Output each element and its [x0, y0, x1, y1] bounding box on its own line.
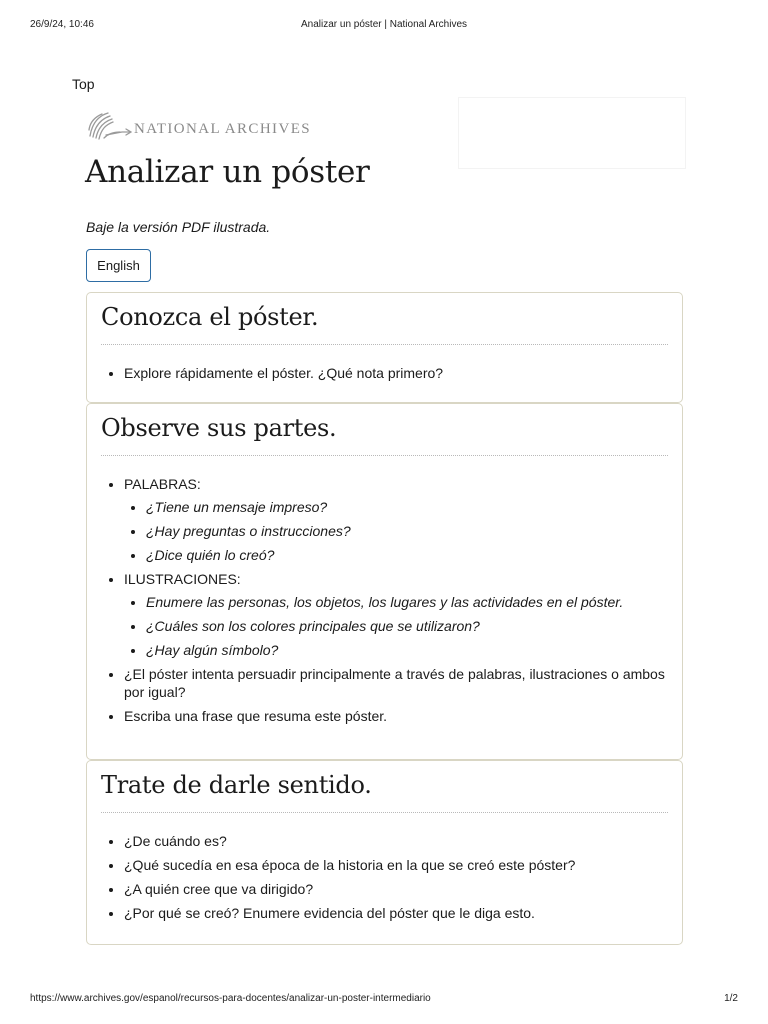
print-page-number: 1/2 — [724, 993, 738, 1004]
section-divider — [101, 344, 668, 345]
list-item — [124, 475, 668, 564]
print-header — [0, 19, 768, 33]
section-heading: Observe sus partes. — [101, 414, 337, 442]
list-item: • ¿El póster intenta persuadir principalmente a través de palabras, ilustraciones o ambos por igual? — [124, 665, 668, 701]
list-item: • Explore rápidamente el póster. ¿Qué nota primero? — [124, 364, 668, 382]
section-list — [101, 364, 668, 382]
list-item-label: ILUSTRACIONES: — [124, 571, 241, 587]
sub-list — [124, 593, 668, 659]
section-divider — [101, 812, 668, 813]
page-title: Analizar un póster — [85, 154, 370, 190]
sub-list-item: • ¿Dice quién lo creó? — [146, 546, 668, 564]
section-list — [101, 832, 668, 922]
section-heading: Conozca el póster. — [101, 303, 319, 331]
english-language-button[interactable]: English — [86, 249, 151, 282]
section-card-trate — [86, 760, 683, 945]
list-item — [124, 570, 668, 659]
section-heading: Trate de darle sentido. — [101, 771, 372, 799]
eagle-logo-icon — [86, 108, 132, 142]
section-divider — [101, 455, 668, 456]
print-date: 26/9/24, 10:46 — [30, 19, 94, 30]
sub-list-item: • ¿Hay algún símbolo? — [146, 641, 668, 659]
sub-list-item: • ¿Cuáles son los colores principales que se utilizaron? — [146, 617, 668, 635]
print-footer — [0, 993, 768, 1007]
header-image-placeholder — [458, 97, 686, 169]
print-url: https://www.archives.gov/espanol/recursos-para-docentes/analizar-un-poster-intermediario — [30, 993, 431, 1004]
sub-list-item: • ¿Hay preguntas o instrucciones? — [146, 522, 668, 540]
national-archives-logo[interactable] — [86, 108, 311, 142]
sub-list — [124, 498, 668, 564]
list-item: • ¿A quién cree que va dirigido? — [124, 880, 668, 898]
list-item: • ¿De cuándo es? — [124, 832, 668, 850]
section-card-conozca — [86, 292, 683, 403]
list-item: • Escriba una frase que resuma este póster. — [124, 707, 668, 725]
section-list — [101, 475, 668, 725]
list-item: • ¿Por qué se creó? Enumere evidencia del póster que le diga esto. — [124, 904, 668, 922]
list-item-label: PALABRAS: — [124, 476, 201, 492]
logo-text: NATIONAL ARCHIVES — [134, 120, 311, 137]
sub-list-item: • Enumere las personas, los objetos, los lugares y las actividades en el póster. — [146, 593, 668, 611]
list-item: • ¿Qué sucedía en esa época de la historia en la que se creó este póster? — [124, 856, 668, 874]
top-link[interactable]: Top — [72, 76, 95, 92]
print-title: Analizar un póster | National Archives — [300, 19, 467, 30]
section-card-observe — [86, 403, 683, 760]
sub-list-item: • ¿Tiene un mensaje impreso? — [146, 498, 668, 516]
pdf-download-link[interactable]: Baje la versión PDF ilustrada. — [86, 219, 271, 235]
